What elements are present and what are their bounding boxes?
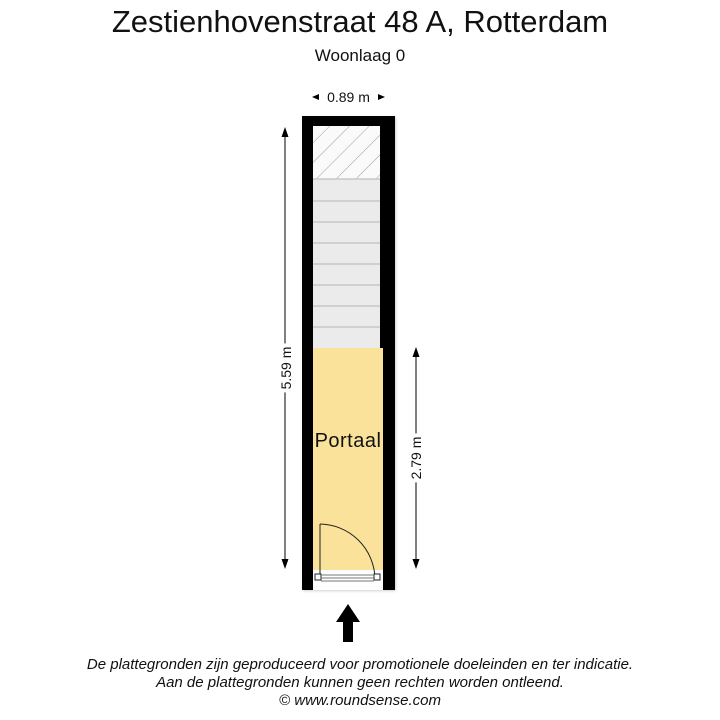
disclaimer-footer [0, 656, 720, 710]
dimension-width-label: 0.89 m [327, 89, 370, 105]
room-label-portaal: Portaal [314, 430, 382, 452]
floor-level-label: Woonlaag 0 [314, 46, 406, 65]
address-title: Zestienhovenstraat 48 A, Rotterdam [111, 4, 609, 39]
room-portaal-area [313, 348, 383, 590]
stair-void-hatched [313, 126, 380, 179]
dimension-height-right [406, 428, 426, 488]
dimension-height-right-label: 2.79 m [408, 434, 424, 483]
disclaimer-line-2: Aan de plattegronden kunnen geen rechten worden ontleend. [156, 674, 564, 691]
dimension-height-left-label: 5.59 m [278, 344, 294, 393]
arrow-up-icon [336, 604, 360, 642]
copyright-link[interactable]: © www.roundsense.com [279, 692, 441, 709]
dimension-height-left [276, 338, 296, 398]
disclaimer-line-1: De plattegronden zijn geproduceerd voor promotionele doeleinden en ter indicatie. [86, 656, 634, 673]
staircase [313, 179, 380, 348]
